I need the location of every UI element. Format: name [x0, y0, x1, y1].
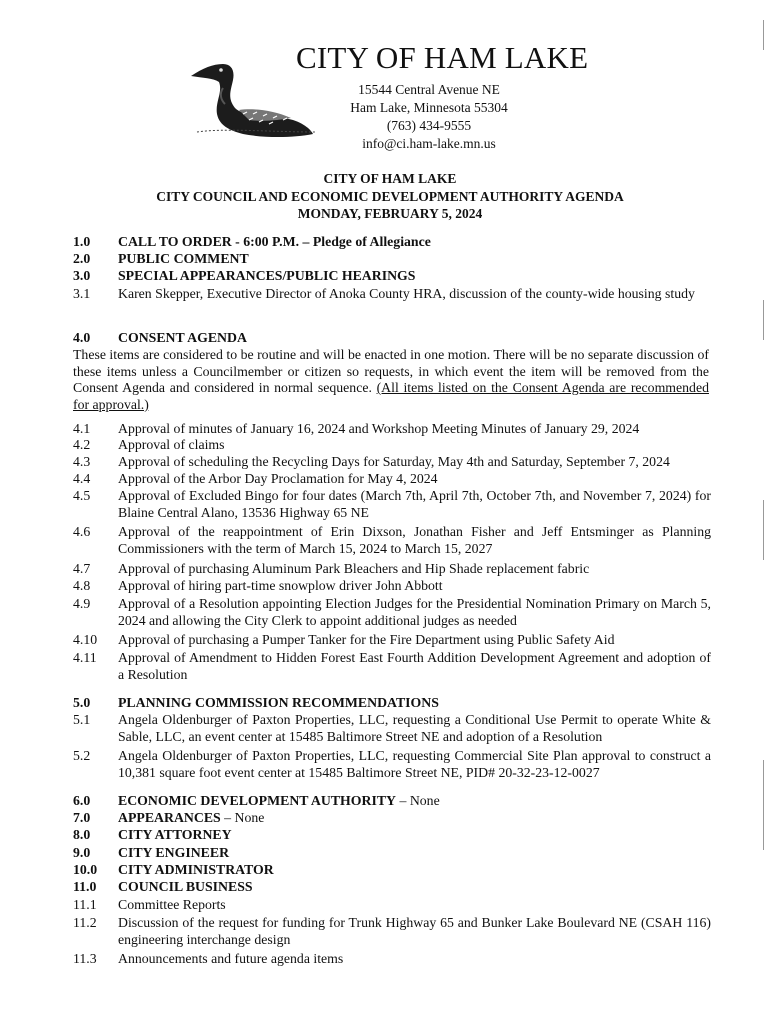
email-line: info@ci.ham-lake.mn.us: [362, 136, 496, 151]
agenda-page: CITY OF HAM LAKE 15544 Central Avenue NE Ham Lake, Minnesota 55304 (763) 434-9555 info@ci.ham-lake.mn.us CITY OF HAM LAKE CITY COUNCIL AND ECONOMIC DEVELOPMENT AUTHORITY AGENDA MONDAY, FEBRUARY 5, 2024 1.0 CALL TO ORDER - 6:00 P.M. – Pledge of Allegiance 2.0 PUBLIC COMMENT 3.0 SPECIAL APPEARANCES/PUBLIC HEARINGS 3.1 Karen Skepper, Executive Director of Anoka County HRA, discussion of the county-wide housing study 4.0 CONSENT AGENDA These items are considered to be routine and will be enacted in one motion. There will be no separate discussion of these items unless a Councilmember or citizen so requests, in which event the item will be removed from the Consent Agenda and considered in normal sequence. (All items listed on the Consent Agenda are recommended for approval.) 4.1 Approval of minutes of January 16, 2024 and Workshop Meeting Minutes of January 29, 2024 4.2 Approval of claims 4.3 Approval of scheduling the Recycling Days for Saturday, May 4th and Saturday, September 7, 2024 4.4 Approval of the Arbor Day Proclamation for May 4, 2024 4.5 Approval of Excluded Bingo for four dates (March 7th, April 7th, October 7th, and November 7, 2024) for Blaine Central Alano, 13536 Highway 65 NE 4.6 Approval of the reappointment of Erin Dixson, Jonathan Fisher and Jeff Entsminger as Planning Commissioners with the term of March 15, 2024 to March 15, 2027 4.7 Approval of purchasing Aluminum Park Bleachers and Hip Shade replacement fabric 4.8 Approval of hiring part-time snowplow driver John Abbott 4.9 Approval of a Resolution appointing Election Judges for the Presidential Nomination Primary on March 5, 2024 and allowing the City Clerk to appoint additional judges as needed 4.10 Approval of purchasing a Pumper Tanker for the Fire Department using Public Safety Aid 4.11 Approval of Amendment to Hidden Forest East Fourth Addition Development Agreement and adoption of a Resolution 5.0 PLANNING COMMISSION RECOMMENDATIONS 5.1 Angela Oldenburger of Paxton Properties, LLC, requesting a Conditional Use Permit to operate White & Sable, LLC, an event center at 15485 Baltimore Street NE and adoption of a Resolution 5.2 Angela Oldenburger of Paxton Properties, LLC, requesting Commercial Site Plan approval to construct a 10,381 square foot event center at 15485 Baltimore Street NE, PID# 20-32-23-12-0027 6.0 ECONOMIC DEVELOPMENT AUTHORITY – None 7.0 APPEARANCES – None 8.0 CITY ATTORNEY 9.0 CITY ENGINEER 10.0 CITY ADMINISTRATOR 11.0 COUNCIL BUSINESS 11.1 Committee Reports 11.2 Discussion of the request for funding for Trunk Highway 65 and Bunker Lake Boulevard NE (CSAH 116) engineering interchange design 11.3 Announcements and future agenda items: [0, 0, 770, 1024]
address-line: Ham Lake, Minnesota 55304: [350, 100, 508, 115]
phone-line: (763) 434-9555: [386, 118, 472, 133]
scan-artifact: [763, 20, 764, 50]
consent-paragraph: These items are considered to be routine and will be enacted in one motion. There will be no separate discussion of these items unless a Councilmember or citizen so requests, in which event the item will be removed from the Consent Agenda and considered in normal sequence. (All items listed on the Consent Agenda are recommended for approval.): [73, 347, 709, 412]
address-line: 15544 Central Avenue NE: [358, 82, 500, 97]
scan-artifact: [763, 500, 764, 560]
agenda-title: CITY COUNCIL AND ECONOMIC DEVELOPMENT AUTHORITY AGENDA: [156, 189, 624, 204]
city-title: CITY OF HAM LAKE: [296, 40, 589, 75]
agenda-date: MONDAY, FEBRUARY 5, 2024: [297, 206, 483, 221]
scan-artifact: [763, 760, 764, 850]
agenda-city: CITY OF HAM LAKE: [323, 171, 457, 186]
scan-artifact: [763, 300, 764, 340]
